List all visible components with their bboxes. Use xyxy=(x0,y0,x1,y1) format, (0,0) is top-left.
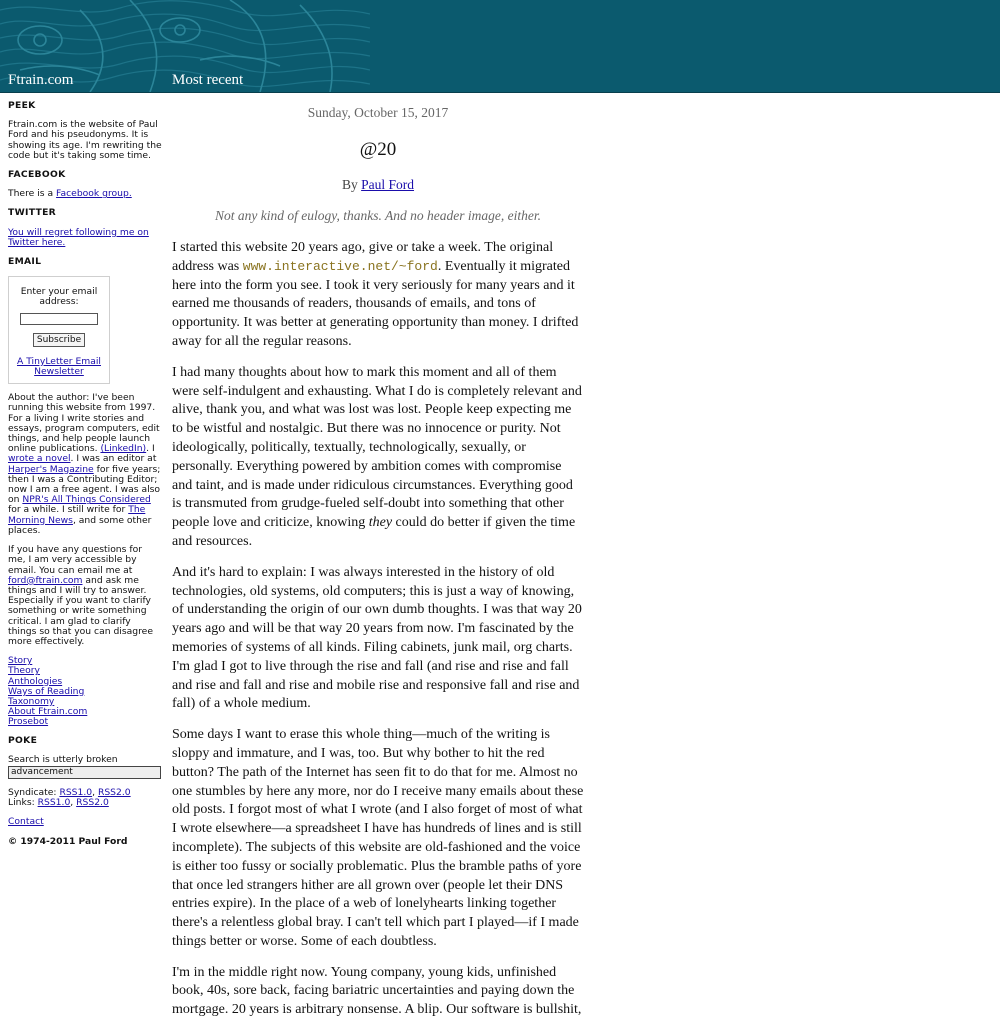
post-date: Sunday, October 15, 2017 xyxy=(307,105,449,120)
paragraph-3: And it's hard to explain: I was always interested in the history of old technologies, old systems, old computers; this is just a way of knowing, of understanding the origin of our own dumb thoughts. I was that way 20 years ago and will be that way 20 years from now. I'm fascinated by the memories of systems of all kinds. Filing cabinets, junk mail, org charts. I'm glad I got to live through the rise and fall (and rise and rise and fall and rise and fall and rise and mobile rise and responsive fall and rise and fall) of a whole medium. xyxy=(172,564,582,712)
nav-about[interactable]: About Ftrain.com xyxy=(8,706,88,718)
novel-link[interactable]: wrote a novel xyxy=(8,453,71,465)
twitter-link[interactable]: You will regret following me on Twitter here. xyxy=(8,226,149,248)
contact-link[interactable]: Contact xyxy=(8,816,44,828)
copyright xyxy=(8,837,162,847)
nav-ways-of-reading[interactable]: Ways of Reading xyxy=(8,685,85,697)
email-section xyxy=(8,257,162,384)
about-text-5: for a while. I still write for xyxy=(8,504,129,516)
contact-line xyxy=(8,817,162,827)
copyright-text: © 1974-2011 Paul Ford xyxy=(8,835,128,847)
poke-section xyxy=(8,736,162,779)
facebook-text xyxy=(8,189,162,199)
about-text-2: . I xyxy=(146,443,155,455)
search-input[interactable]: advancement xyxy=(8,766,161,779)
facebook-section xyxy=(8,170,162,199)
links-label: Links: xyxy=(8,797,38,809)
harpers-link[interactable]: Harper's Magazine xyxy=(8,463,94,475)
poke-heading: POKE xyxy=(8,734,38,746)
paragraph-2 xyxy=(172,364,584,552)
questions-text-1: If you have any questions for me, I am very accessible by email. You can email me at xyxy=(8,544,142,576)
nav-theory[interactable]: Theory xyxy=(8,665,40,677)
nav-taxonomy[interactable]: Taxonomy xyxy=(8,695,55,707)
syndicate-rss2-link[interactable]: RSS2.0 xyxy=(97,786,131,798)
twitter-heading: TWITTER xyxy=(8,207,57,219)
twitter-text xyxy=(8,228,162,248)
byline-prefix: By xyxy=(341,177,362,192)
facebook-group-link[interactable]: Facebook group. xyxy=(56,188,132,200)
email-label: Enter your email address: xyxy=(20,286,98,308)
post-title: @20 xyxy=(359,139,397,160)
morning-news-link[interactable]: The Morning News xyxy=(8,504,146,526)
facebook-text-prefix: There is a xyxy=(8,188,57,200)
feed-separator-2: , xyxy=(70,797,77,809)
email-heading: EMAIL xyxy=(8,256,42,268)
links-rss2-link[interactable]: RSS2.0 xyxy=(76,797,109,809)
npr-link[interactable]: NPR's All Things Considered xyxy=(22,494,151,506)
nav-anthologies[interactable]: Anthologies xyxy=(8,675,63,687)
p1-text-b: . Eventually it migrated here into the form you see. I took it very seriously for many years and it earned me thousands of readers, thousands of emails, and tons of opportunity. It was better at generating opportunity than money. I drifted away for all the regular reasons. xyxy=(172,258,579,349)
facebook-heading: FACEBOOK xyxy=(8,169,66,181)
nav-prosebot[interactable]: Prosebot xyxy=(8,716,49,728)
about-text-1: About the author: I've been running this website from 1997. For a living I write stories and essays, program computers, edit things, and help people launch online publications. xyxy=(8,392,160,455)
post-body xyxy=(172,239,584,1020)
sidebar xyxy=(8,101,162,856)
linkedin-link[interactable]: (LinkedIn) xyxy=(100,443,147,455)
site-header xyxy=(0,0,1000,93)
peek-heading: PEEK xyxy=(8,100,36,111)
post-subtitle: Not any kind of eulogy, thanks. And no header image, either. xyxy=(215,208,541,223)
peek-text: Ftrain.com is the website of Paul Ford and his pseudonyms. It is showing its age. I'm rewriting the code but it's taking some time. xyxy=(8,119,162,161)
feed-links xyxy=(8,788,162,808)
nav-story[interactable]: Story xyxy=(8,655,33,667)
about-text-6: , and some other places. xyxy=(8,514,152,536)
email-address-link[interactable]: ford@ftrain.com xyxy=(8,574,83,586)
sidebar-nav xyxy=(8,656,162,727)
links-rss1-link[interactable]: RSS1.0 xyxy=(37,797,71,809)
tinyletter-link[interactable]: A TinyLetter Email Newsletter xyxy=(16,355,101,378)
post-byline xyxy=(172,177,584,193)
peek-section xyxy=(8,101,162,161)
about-text-4: for five years; then I was a Contributing Editor; now I am a free agent. I was also on xyxy=(8,463,161,506)
section-title: Most recent xyxy=(172,72,244,88)
site-title[interactable]: Ftrain.com xyxy=(8,72,74,88)
about-author-text xyxy=(8,393,162,536)
twitter-section xyxy=(8,208,162,248)
p2-text-b: could do better if given the time and resources. xyxy=(172,515,576,549)
original-url: www.interactive.net/~ford xyxy=(242,258,438,274)
subscribe-button[interactable]: Subscribe xyxy=(33,333,85,347)
syndicate-rss1-link[interactable]: RSS1.0 xyxy=(59,786,93,798)
about-text-3: . I was an editor at xyxy=(70,453,157,465)
author-link[interactable]: Paul Ford xyxy=(361,177,415,192)
search-note: Search is utterly broken xyxy=(8,753,118,765)
paragraph-4: Some days I want to erase this whole thing—much of the writing is sloppy and immature, and I was, too. But why bother to hit the red button? The path of the Internet has seen fit to do that for me. Almost no one stumbles by here any more, nor do I receive many emails about these old posts. I forgot most of what I wrote (and I also forget of most of what I wrote elsewhere—a spreadsheet I have has hundreds of lines and is still incomplete). The subjects of this website are old-fashioned and the voice is either too fussy or socially problematic. Plus the bramble paths of yore that once led strangers hither are all grown over (people let their DNS entries expire). In the place of a web of lonelyhearts linking together there's a relentless global bray. I can't tell which part I played—if I made things better or worse. Some of each doubtless. xyxy=(172,727,584,949)
email-signup-box xyxy=(8,276,110,384)
main-content xyxy=(172,101,584,1032)
syndicate-label: Syndicate: xyxy=(8,786,60,798)
paragraph-1 xyxy=(172,239,584,352)
p2-text-a: I had many thoughts about how to mark this moment and all of them were self-indulgent and exhausting. What I do is completely relevant and alive, thank you, and what was lost was lost. People keep expecting me to be wistful and nostalgic. But there was no innocence or purity. Not ideologically, politically, textually, technologically, sexually, or personally. Everything powered by ambition comes with compromise and taint, and is made under ridiculous circumstances. Everything good is transmuted from grudge-fueled self-doubt into something that other people love and criticize, knowing xyxy=(172,364,582,531)
paragraph-5: I'm in the middle right now. Young company, young kids, unfinished book, 40s, sore back, facing bariatric uncertainties and paying down the mortgage. 20 years is arbitrary nonsense. A blip. Our software is bullshit, xyxy=(172,964,582,1018)
email-input[interactable] xyxy=(20,313,98,325)
p1-text-a: I started this website 20 years ago, give or take a week. The original address was xyxy=(172,240,554,274)
questions-text-2: and ask me things and I will try to answer. Especially if you want to clarify something or write something critical. I am glad to clarify things so that you can disagree more effectively. xyxy=(8,574,153,647)
p2-emphasis: they xyxy=(368,515,393,531)
feed-separator: , xyxy=(92,786,98,798)
questions-text xyxy=(8,545,162,647)
